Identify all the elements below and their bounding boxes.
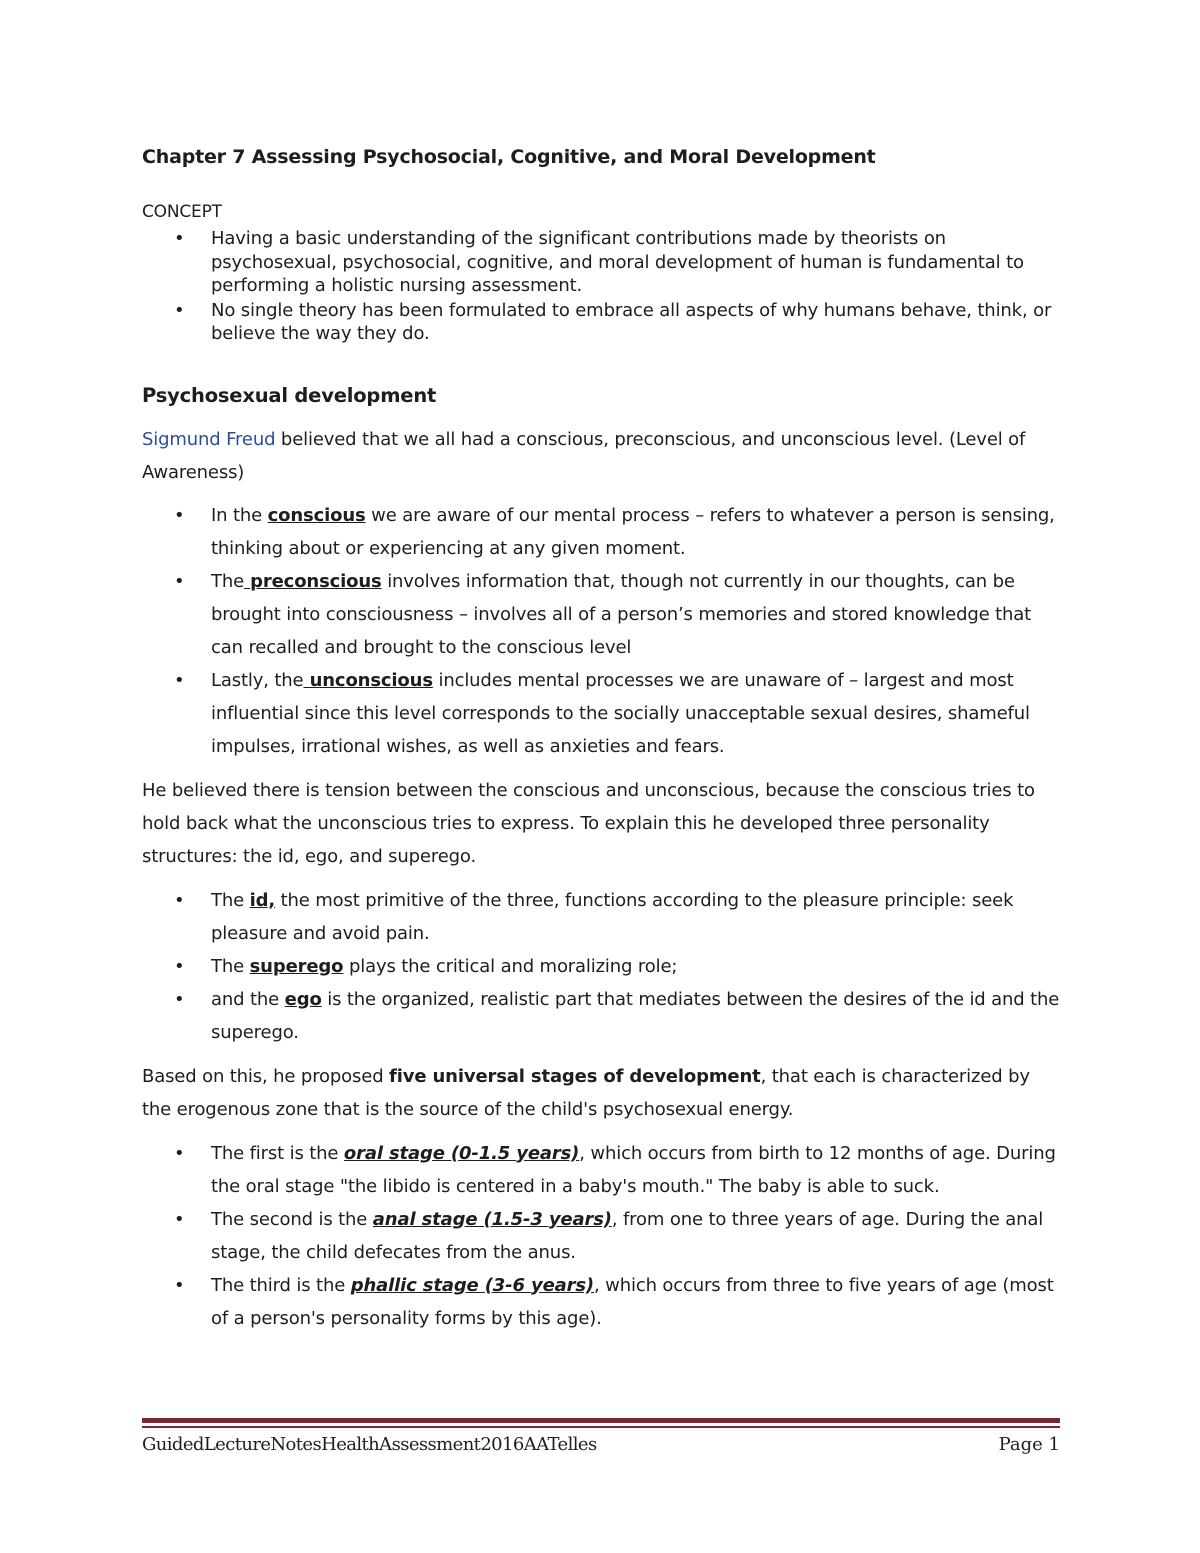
list-item: • In the conscious we are aware of our mental process – refers to whatever a person is sensing, thinking about or experiencing at any given moment.	[142, 499, 1062, 565]
term-preconscious: preconscious	[244, 570, 382, 592]
term-phallic-stage: phallic stage (3-6 years)	[350, 1274, 595, 1296]
concept-label: CONCEPT	[142, 202, 222, 222]
footer-source: GuidedLectureNotesHealthAssessment2016AATelles	[142, 1434, 597, 1455]
bullet-icon: •	[174, 988, 185, 1010]
bullet-icon: •	[174, 1274, 185, 1296]
term-id: id,	[249, 889, 276, 911]
term-oral-stage: oral stage (0-1.5 years)	[343, 1142, 580, 1164]
footer-rule-thin	[142, 1426, 1060, 1428]
bullet-icon: •	[174, 228, 185, 249]
personality-structures-list	[142, 884, 1062, 1049]
footer-rule-thick	[142, 1418, 1060, 1423]
list-item: • The third is the phallic stage (3-6 years), which occurs from three to five years of age (most of a person's personality forms by this age).	[142, 1269, 1062, 1335]
list-item: • The superego plays the critical and moralizing role;	[142, 950, 1062, 983]
concept-list	[142, 227, 1062, 346]
stages-paragraph: Based on this, he proposed five universal stages of development, that each is characterized by the erogenous zone that is the source of the child's psychosexual energy.	[142, 1065, 1030, 1120]
list-item: • The id, the most primitive of the three, functions according to the pleasure principle: seek pleasure and avoid pain.	[142, 884, 1062, 950]
concept-item: • No single theory has been formulated to embrace all aspects of why humans behave, think, or believe the way they do.	[174, 299, 1052, 344]
list-item: • Lastly, the unconscious includes mental processes we are unaware of – largest and most influential since this level corresponds to the socially unacceptable sexual desires, shameful impulses, irrational wishes, as well as anxieties and fears.	[142, 664, 1062, 763]
term-conscious: conscious	[267, 504, 366, 526]
freud-name: Sigmund Freud	[142, 428, 276, 450]
page-content	[142, 146, 1062, 1335]
tension-paragraph: He believed there is tension between the conscious and unconscious, because the conscious tries to hold back what the unconscious tries to express. To explain this he developed three personality structures: the id, ego, and superego.	[142, 779, 1035, 867]
bullet-icon: •	[174, 1208, 185, 1230]
concept-item: • Having a basic understanding of the significant contributions made by theorists on psychosexual, psychosocial, cognitive, and moral development of human is fundamental to performing a holistic nursing assessment.	[174, 228, 1024, 296]
list-item: • The preconscious involves information that, though not currently in our thoughts, can be brought into consciousness – involves all of a person’s memories and stored knowledge that can recalled and brought to the conscious level	[142, 565, 1062, 664]
stages-list	[142, 1137, 1062, 1335]
list-item: • and the ego is the organized, realistic part that mediates between the desires of the id and the superego.	[142, 983, 1062, 1049]
awareness-levels-list	[142, 499, 1062, 763]
chapter-title: Chapter 7 Assessing Psychosocial, Cognitive, and Moral Development	[142, 146, 876, 168]
bullet-icon: •	[174, 504, 185, 526]
list-item: • The first is the oral stage (0-1.5 years), which occurs from birth to 12 months of age. During the oral stage "the libido is centered in a baby's mouth." The baby is able to suck.	[142, 1137, 1062, 1203]
bullet-icon: •	[174, 889, 185, 911]
term-superego: superego	[249, 955, 344, 977]
page-number: Page 1	[998, 1434, 1060, 1455]
bullet-icon: •	[174, 299, 185, 321]
bullet-icon: •	[174, 1142, 185, 1164]
stages-emphasis: five universal stages of development	[389, 1065, 761, 1087]
term-anal-stage: anal stage (1.5-3 years)	[372, 1208, 612, 1230]
section-heading: Psychosexual development	[142, 383, 437, 407]
bullet-icon: •	[174, 570, 185, 592]
bullet-icon: •	[174, 955, 185, 977]
term-unconscious: unconscious	[303, 669, 433, 691]
list-item: • The second is the anal stage (1.5-3 years), from one to three years of age. During the anal stage, the child defecates from the anus.	[142, 1203, 1062, 1269]
bullet-icon: •	[174, 669, 185, 691]
freud-intro: Sigmund Freud believed that we all had a conscious, preconscious, and unconscious level. (Level of Awareness)	[142, 428, 1026, 483]
term-ego: ego	[284, 988, 322, 1010]
